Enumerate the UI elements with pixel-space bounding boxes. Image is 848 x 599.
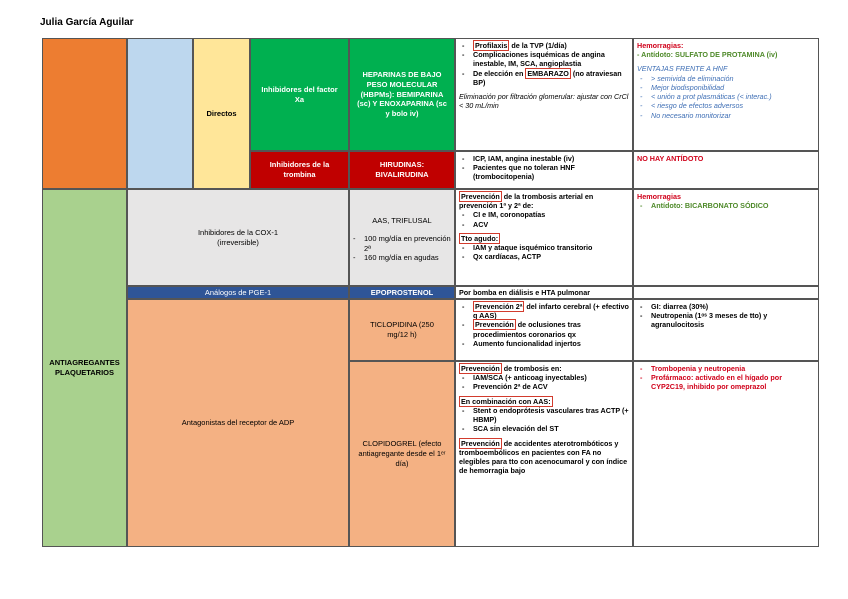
directos-label: Directos	[193, 38, 250, 189]
aas-label: AAS, TRIFLUSAL - 100 mg/día en prevención 2ª - 160 mg/día en agudas	[349, 189, 455, 286]
list-item: - Prevención 2ª de ACV	[473, 382, 629, 391]
list-item: - > semivida de eliminación	[651, 74, 815, 83]
xa-class-label: Inhibidores del factor Xa	[250, 38, 349, 151]
epo-indications: Por bomba en diálisis e HTA pulmonar	[455, 286, 633, 299]
hbpm-indications	[455, 38, 633, 151]
list-item: - Qx cardíacas, ACTP	[473, 252, 629, 261]
hbpm-adverse: Hemorragias: - Antídoto: SULFATO DE PROTAMINA (iv) VENTAJAS FRENTE A HNF - > semivida de eliminación - Mejor biodisponibilidad - < unión a prot plasmáticas (< interac.) - < riesgo de efectos adversos - No necesario monitorizar	[633, 38, 819, 151]
list-item: - ICP, IAM, angina inestable (iv)	[473, 154, 629, 163]
group-label: ANTIAGREGANTES PLAQUETARIOS	[42, 189, 127, 547]
list-item: - Mejor biodisponibilidad	[651, 83, 815, 92]
list-item: - Profilaxis de la TVP (1/día)	[473, 41, 629, 50]
list-item: - Aumento funcionalidad injertos	[473, 339, 629, 348]
list-item: - GI: diarrea (30%)	[651, 302, 815, 311]
drug-table	[42, 38, 819, 547]
hbpm-label: HEPARINAS DE BAJO PESO MOLECULAR (HBPMs): BEMIPARINA (sc) Y ENOXAPARINA (sc y bolo iv)	[349, 38, 455, 151]
list-item: - < unión a prot plasmáticas (< interac.)	[651, 92, 815, 101]
aas-adverse: Hemorragias - Antídoto: BICARBONATO SÓDICO	[633, 189, 819, 286]
list-item: - Complicaciones isquémicas de angina inestable, IM, SCA, angioplastia	[473, 50, 629, 68]
epoprostenol-label: EPOPROSTENOL	[349, 286, 455, 299]
list-item: - Pacientes que no toleran HNF (trombocitopenia)	[473, 163, 629, 181]
hirudin-adverse: NO HAY ANTÍDOTO	[633, 151, 819, 189]
light-blue-block	[127, 38, 193, 189]
list-item: - De elección en EMBARAZO (no atraviesan BP)	[473, 69, 629, 87]
epo-adverse	[633, 286, 819, 299]
list-item: - 100 mg/día en prevención 2ª	[364, 234, 454, 254]
list-item: - IAM y ataque isquémico transitorio	[473, 243, 629, 252]
list-item: - CI e IM, coronopatías	[473, 210, 629, 219]
clopi-indications: Prevención de trombosis en: - IAM/SCA (+ anticoag inyectables) - Prevención 2ª de ACV En combinación con AAS: - Stent o endoprótesis vasculares tras ACTP (+ HBMP) - SCA sin elevación del ST Prevención de accidentes aterotrombóticos y tromboembólicos en pacientes con FA no elegibles para tto con acenocumarol y con índice de hemorragia bajo	[455, 361, 633, 547]
ticlo-adverse	[633, 299, 819, 361]
hirudin-indications	[455, 151, 633, 189]
list-item: - Stent o endoprótesis vasculares tras ACTP (+ HBMP)	[473, 406, 629, 424]
list-item: - 160 mg/día en agudas	[364, 253, 454, 263]
pge-class-label: Análogos de PGE-1	[127, 286, 349, 299]
thrombin-class-label: Inhibidores de la trombina	[250, 151, 349, 189]
list-item: - ACV	[473, 220, 629, 229]
list-item: - IAM/SCA (+ anticoag inyectables)	[473, 373, 629, 382]
hirudin-label: HIRUDINAS: BIVALIRUDINA	[349, 151, 455, 189]
list-item: - Antídoto: BICARBONATO SÓDICO	[651, 201, 815, 210]
list-item: - Prevención de oclusiones tras procedimientos coronarios qx	[473, 320, 629, 338]
list-item: - < riesgo de efectos adversos	[651, 101, 815, 110]
clopi-label: CLOPIDOGREL (efecto antiagregante desde el 1ᵉʳ día)	[349, 361, 455, 547]
list-item: - Neutropenia (1ᵒˢ 3 meses de tto) y agranulocitosis	[651, 311, 815, 329]
orange-block	[42, 38, 127, 189]
aas-indications: Prevención de la trombosis arterial en prevención 1ª y 2ª de: - CI e IM, coronopatías - ACV Tto agudo: - IAM y ataque isquémico transitorio - Qx cardíacas, ACTP	[455, 189, 633, 286]
adp-class-label: Antagonistas del receptor de ADP	[127, 299, 349, 547]
list-item: - SCA sin elevación del ST	[473, 424, 629, 433]
list-item: - No necesario monitorizar	[651, 111, 815, 120]
list-item: - Prevención 2ª del infarto cerebral (+ efectivo q AAS)	[473, 302, 629, 320]
cox-class-label: Inhibidores de la COX-1 (irreversible)	[127, 189, 349, 286]
list-item: - Profármaco: activado en el hígado por CYP2C19, inhibido por omeprazol	[651, 373, 815, 391]
author-name: Julia García Aguilar	[40, 17, 134, 28]
ticlo-label: TICLOPIDINA (250 mg/12 h)	[349, 299, 455, 361]
hbpm-note: Eliminación por filtración glomerular: ajustar con CrCl < 30 mL/min	[459, 92, 629, 111]
ticlo-indications	[455, 299, 633, 361]
list-item: - Trombopenia y neutropenia	[651, 364, 815, 373]
clopi-adverse	[633, 361, 819, 547]
